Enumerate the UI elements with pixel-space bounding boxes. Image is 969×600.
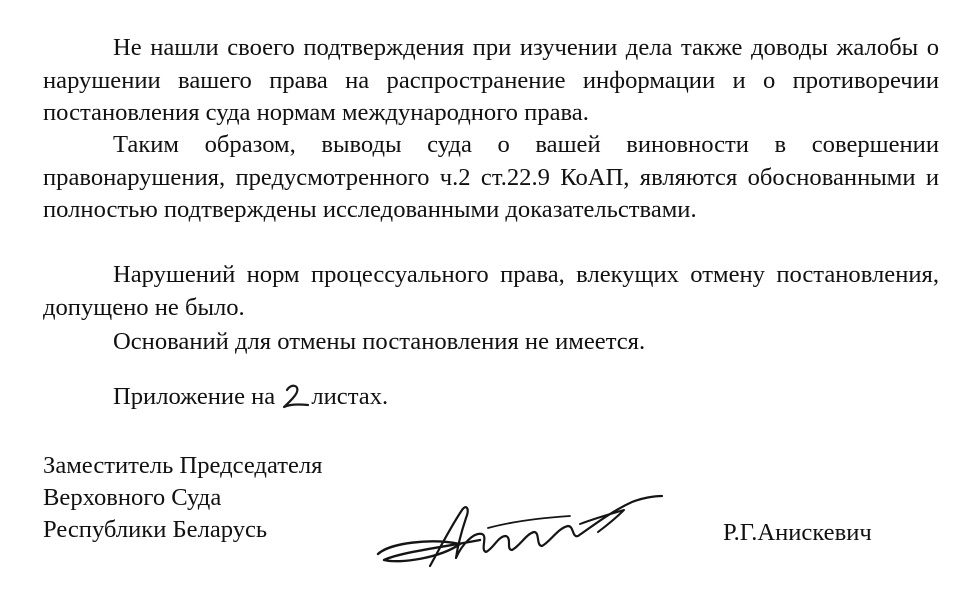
signatory-position bbox=[43, 450, 322, 546]
paragraph-procedure: Нарушений норм процессуального права, влекущих отмену постановления, допущено не было. bbox=[43, 261, 939, 321]
position-line: Верховного Суда bbox=[43, 484, 222, 511]
attachment-prefix: Приложение на bbox=[113, 383, 282, 410]
position-line: Заместитель Председателя bbox=[43, 452, 323, 479]
position-line: Республики Беларусь bbox=[43, 516, 268, 543]
attachment-suffix: листах. bbox=[311, 383, 389, 410]
handwritten-signature bbox=[370, 488, 670, 578]
signer-name: Р.Г.Анискевич bbox=[723, 519, 872, 546]
paragraph-conclusion: Таким образом, выводы суда о вашей виновности в совершении правонарушения, предусмотренного ч.2 ст.22.9 КоАП, являются обоснованными и полностью подтверждены исследованными доказательствами. bbox=[43, 131, 939, 223]
handwritten-sheet-count bbox=[281, 382, 311, 410]
paragraph-decision: Оснований для отмены постановления не имеется. bbox=[113, 328, 646, 355]
paragraph-arguments: Не нашли своего подтверждения при изучении дела также доводы жалобы о нарушении вашего права на распространение информации и о противоречии постановления суда нормам международного права. bbox=[43, 34, 939, 126]
attachment-note bbox=[113, 381, 388, 413]
